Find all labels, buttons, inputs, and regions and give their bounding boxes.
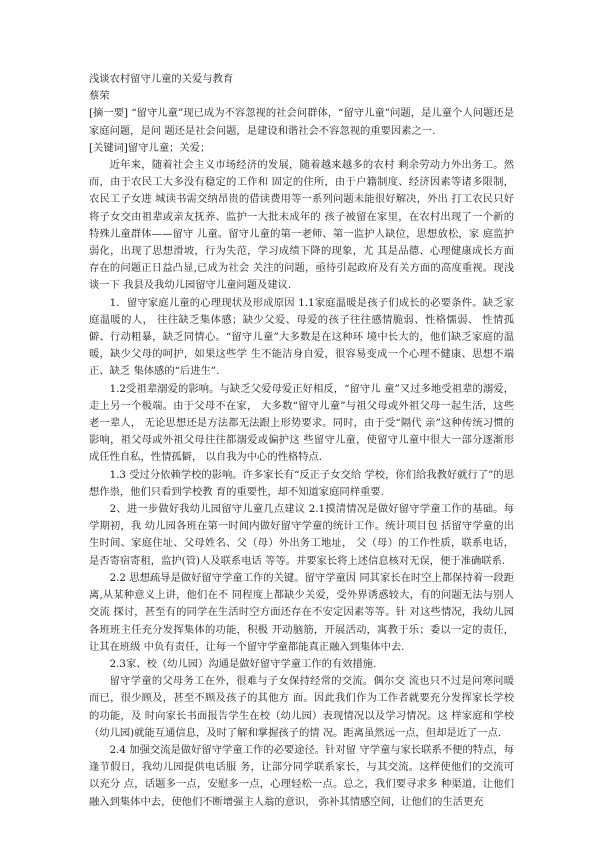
article-title: 浅谈农村留守儿童的关爱与教育 <box>89 73 234 85</box>
paragraph-2-1: 2、进一步做好我幼儿园留守儿童几点建议 2.1摸清情况是做好留守学童工作的基础。每学期初，我 幼儿园各班在第一时间内做好留守学童的统计工作。统计项目包 括留守学童的出生时间、家庭住址、父母姓名、父（母）外出务工地址， 父（母）的工作性质，联系电话，是否寄宿寄租，监护(管)人及联系电话 等等。并要家长将上述信息核对无误，便于准确联系. <box>89 503 514 567</box>
abstract: [摘一要] “留守儿童”现已成为不容忽视的社会问群体，“留守儿童”问题，是儿童个人问题还是家庭问题，是问 题还是社会问题，是建设和谐社会不容忽视的重要因素之一. <box>89 107 514 137</box>
paragraph-1-3: 1.3 受过分依赖学校的影响。许多家长有“反正子女交给 学校，你们给我教好就行了”的思想作祟，他们只看到学校教 育的重要性，却不知道家庭同样重要. <box>89 468 514 498</box>
paragraph-1-1: 1．留守家庭儿童的心理现状及形成原因 1.1家庭温暖是孩子们成长的必要条件。缺乏家庭温暖的人， 往往缺乏集体感；缺少父爱、母爱的孩子往往感情脆弱、性格懦弱、 性情孤僻、行动粗暴，缺乏同情心。“留守儿童”大多数是在这种环 境中长大的，他们缺乏家庭的温暖，缺少父母的呵护，如果这些学 生不能洁身自爱，很容易变成一个心理不健康、思想不端正、缺乏 集体感的“后进生”. <box>89 296 514 378</box>
keywords: [关键词]留守儿童；关爱； <box>89 141 211 154</box>
paragraph-2-2: 2.2 思想疏导是做好留守学童工作的关键。留守学童因 同其家长在时空上都保持着一段距离,从某种意义上讲，他们在不 同程度上都缺少关爱，受外界诱惑较大，有的问题无法与别人交流 探讨，甚至有的同学在生活时空方面还存在不安定因素等等。针 对这些情况，我幼儿园各班班主任充分发挥集体的功能，积极 开动脑筋，开展活动，寓教于乐；委以一定的责任，让其在班级 中负有责任，让每一个留守学童都能真正融入到集体中去. <box>89 571 514 653</box>
author-name: 蔡荣 <box>89 90 110 103</box>
paragraph-2-3-body: 留守学童的父母务工在外，很难与子女保持经常的交流。偶尔交 流也只不过是问寒问暖而已，很少顾及，甚至不顾及孩子的其他方 面。因此我们作为工作者就要充分发挥家长学校的功能，及 时向家长书面报告学生在校（幼儿园）表现情况以及学习情况。这 样家庭和学校（幼儿园)就能互通信息，及时了解和掌握孩子的情 况。距离虽然远一点，但却是近了一点. <box>89 675 514 739</box>
document-body <box>89 71 514 811</box>
paragraph-intro: 近年来，随着社会主义市场经济的发展，随着越来越多的农村 剩余劳动力外出务工。然而，由于农民工大多没有稳定的工作和 固定的住所，由于户籍制度、经济因素等诸多限制，农民工子女进 城读书需交纳昂贵的借读费用等一系列问题未能很好解决，外出 打工农民只好将子女交由祖辈或亲友抚养、监护一大批未成年的 孩子被留在家里，在农村出现了一个新的特殊儿童群体——留守 儿童。留守儿童的第一老师、第一监护人缺位，思想放松，家 庭监护弱化，出现了思想滑坡，行为失范，学习成绩下降的现象，尤 其是品德、心理健康成长方面存在的问题正日益凸显,已成为社会 关注的问题，亟待引起政府及有关方面的高度重视。现浅谈一下 我县及我幼儿园留守儿童问题及建议. <box>89 159 514 292</box>
paragraph-2-4: 2.4 加强交流是做好留守学童工作的必要途径。针对留 守学童与家长联系不便的特点，每逢节假日，我幼儿园提供电话服 务，让部分同学联系家长，与其交流。这样使他们的交流可以充分 点，话题多一点，安慰多一点，心理轻松一点。总之，我们要寻求多 种渠道，让他们融入到集体中去，使他们不断增强主人翁的意识， 弥补其情感空间，让他们的生活更充 <box>89 743 514 808</box>
paragraph-2-3-heading: 2.3家、校（幼儿园）沟通是做好留守学童工作的有效措施. <box>109 657 377 670</box>
paragraph-1-2: 1.2受祖辈溺爱的影响。与缺乏父爱母爱正好相反，“留守儿 童”又过多地受祖辈的溺爱，走上另一个极端。由于父母不在家， 大多数“留守儿童”与祖父母或外祖父母一起生活，这些老一辈人， 无论思想还是方法都无法跟上形势要求。同时，由于受“隔代 亲”这种传统习惯的影响，祖父母或外祖父母往往都溺爱或偏护这 些留守儿童，使留守儿童中很大一部分逐渐形成任性自私，性情孤僻， 以自我为中心的性格特点. <box>89 382 514 464</box>
